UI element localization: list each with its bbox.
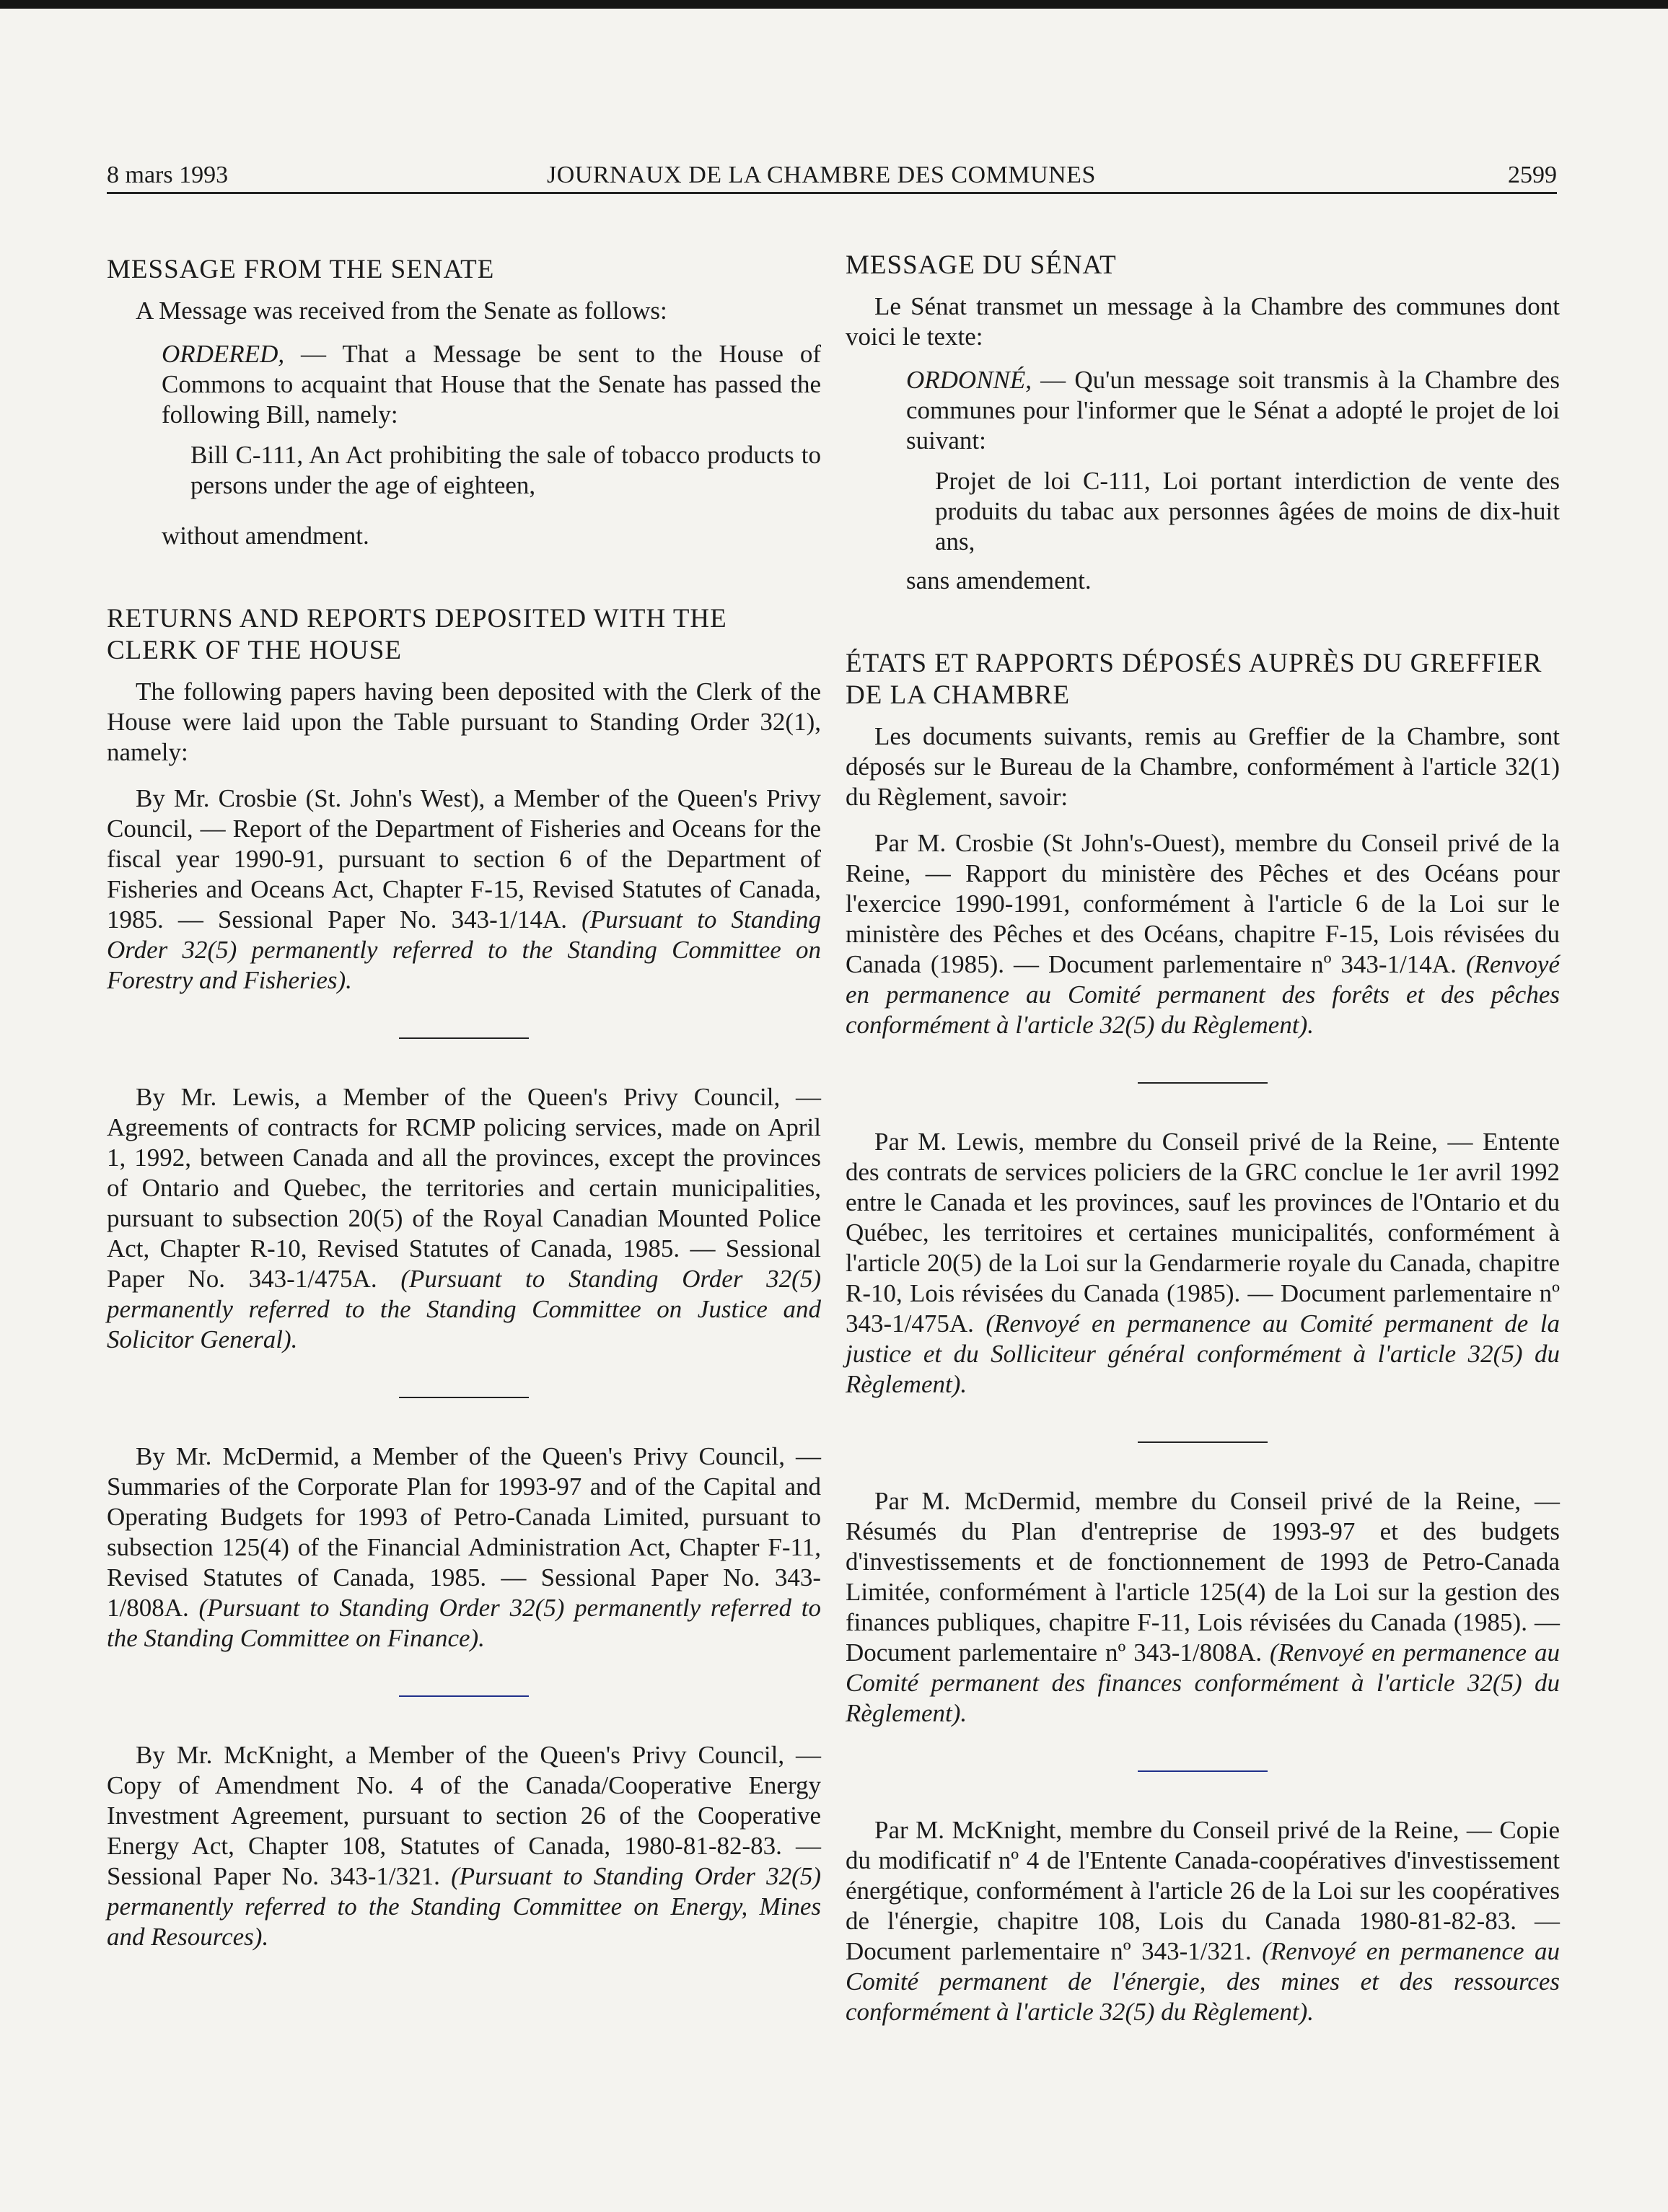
return-item-text: Par M. Lewis, membre du Conseil privé de la Reine, — Entente des contrats de services policiers de la GRC conclue le 1er avril 1992 entre le Canada et les provinces, sauf les provinces de l'Ontario et du Québec, les territoires et certaines municipalités, conformément à l'article 20(5) de la Loi sur la Gendarmerie royale du Canada, chapitre R-10, Lois révisées du Canada (1985). — Document parlementaire nº 343-1/475A. [846,1128,1560,1338]
return-item-referral: (Renvoyé en permanence au Comité permanent des finances conformément à l'article 32(5) du Règlement). [846,1638,1560,1727]
return-item-text: By Mr. McDermid, a Member of the Queen's Privy Council, — Summaries of the Corporate Plan for 1993-97 and of the Capital and Operating Budgets for 1993 of Petro-Canada Limited, pursuant to subsection 125(4) of the Financial Administration Act, Chapter F-11, Revised Statutes of Canada, 1985. — Sessional Paper No. 343-1/808A. [107,1442,821,1622]
senate-message-intro: A Message was received from the Senate as follows: [136,297,667,325]
running-header [107,156,1557,194]
bill-title: Projet de loi C-111, Loi portant interdiction de vente des produits du tabac aux personnes âgées de moins de dix-huit ans, [935,467,1560,556]
senate-closing: without amendment. [162,522,369,550]
returns-intro: The following papers having been deposited with the Clerk of the House were laid upon the Table pursuant to Standing Order 32(1), namely: [107,677,821,766]
return-item-text: By Mr. Crosbie (St. John's West), a Member of the Queen's Privy Council, — Report of the Department of Fisheries and Oceans for the fiscal year 1990-91, pursuant to section 6 of the Department of Fisheries and Oceans Act, Chapter F-15, Revised Statutes of Canada, 1985. — Sessional Paper No. 343-1/14A. [107,784,821,934]
separator-rule [1138,1770,1268,1772]
french-column [846,250,1560,2027]
header-journal-title: JOURNAUX DE LA CHAMBRE DES COMMUNES [547,162,1096,188]
separator-rule [1138,1082,1268,1084]
senate-order [162,339,821,430]
return-item-referral: (Renvoyé en permanence au Comité permanent de la justice et du Solliciteur général conformément à l'article 32(5) du Règlement). [846,1309,1561,1398]
senate-closing: sans amendement. [906,566,1092,594]
english-column [107,254,821,1952]
senate-message-intro: Le Sénat transmet un message à la Chambre des communes dont voici le texte: [846,292,1560,351]
return-item-text: By Mr. McKnight, a Member of the Queen's Privy Council, — Copy of Amendment No. 4 of the Canada/Cooperative Energy Investment Agreement, pursuant to section 26 of the Cooperative Energy Act, Chapter 108, Statutes of Canada, 1980-81-82-83. — Sessional Paper No. 343-1/321. [107,1741,821,1890]
order-label: ORDERED, [162,340,285,368]
scan-top-edge [0,0,1668,9]
senate-message-heading: MESSAGE FROM THE SENATE [107,255,495,284]
separator-rule [399,1695,529,1697]
senate-order [906,365,1560,456]
return-item [846,1127,1560,1400]
return-item-referral: (Renvoyé en permanence au Comité permanent de l'énergie, des mines et des ressources conformément à l'article 32(5) du Règlement). [846,1937,1561,2026]
return-item [846,1486,1560,1729]
return-item-text: Par M. McKnight, membre du Conseil privé de la Reine, — Copie du modificatif nº 4 de l'Entente Canada-coopératives d'investissement énergétique, conformément à l'article 26 de la Loi sur les coopératives de l'énergie, chapitre 108, Lois du Canada 1980-81-82-83. — Document parlementaire nº 343-1/321. [846,1816,1560,1965]
order-label: ORDONNÉ, [906,366,1032,394]
return-item [107,1082,821,1355]
order-text: — Qu'un message soit transmis à la Chambre des communes pour l'informer que le Sénat a adopté le projet de loi suivant: [906,366,1560,455]
returns-intro: Les documents suivants, remis au Greffier de la Chambre, sont déposés sur le Bureau de la Chambre, conformément à l'article 32(1) du Règlement, savoir: [846,722,1560,811]
return-item [846,1815,1560,2027]
header-date: 8 mars 1993 [107,162,229,188]
return-item-text: Par M. Crosbie (St John's-Ouest), membre du Conseil privé de la Reine, — Rapport du ministère des Pêches et des Océans pour l'exercice 1990-1991, conformément à l'article 6 de la Loi sur le ministère des Pêches et des Océans, chapitre F-15, Lois révisées du Canada (1985). — Document parlementaire nº 343-1/14A. [846,829,1560,978]
return-item [107,1740,821,1952]
return-item [846,828,1560,1040]
return-item-referral: (Pursuant to Standing Order 32(5) permanently referred to the Standing Committee on Finance). [107,1594,821,1652]
return-item-referral: (Pursuant to Standing Order 32(5) permanently referred to the Standing Committee on Energy, Mines and Resources). [107,1862,821,1951]
returns-heading: ÉTATS ET RAPPORTS DÉPOSÉS AUPRÈS DU GREFFIER DE LA CHAMBRE [846,649,1542,710]
separator-rule [399,1397,529,1398]
separator-rule [399,1037,529,1039]
return-item [107,1441,821,1654]
header-page-number: 2599 [1508,162,1557,188]
bill-title: Bill C-111, An Act prohibiting the sale of tobacco products to persons under the age of eighteen, [190,441,821,499]
return-item-referral: (Pursuant to Standing Order 32(5) permanently referred to the Standing Committee on Justice and Solicitor General). [107,1265,821,1353]
return-item-referral: (Renvoyé en permanence au Comité permanent des forêts et des pêches conformément à l'article 32(5) du Règlement). [846,950,1560,1039]
return-item [107,784,821,996]
senate-message-heading: MESSAGE DU SÉNAT [846,250,1117,280]
separator-rule [1138,1441,1268,1443]
order-text: — That a Message be sent to the House of Commons to acquaint that House that the Senate has passed the following Bill, namely: [162,340,821,429]
return-item-text: Par M. McDermid, membre du Conseil privé de la Reine, — Résumés du Plan d'entreprise de 1993-97 et des budgets d'investissements et de fonctionnement de 1993 de Petro-Canada Limitée, conformément à l'article 125(4) de la Loi sur la gestion des finances publiques, chapitre F-11, Lois révisées du Canada (1985). — Document parlementaire nº 343-1/808A. [846,1487,1560,1667]
returns-heading: RETURNS AND REPORTS DEPOSITED WITH THE CLERK OF THE HOUSE [107,604,727,665]
return-item-referral: (Pursuant to Standing Order 32(5) permanently referred to the Standing Committee on Forestry and Fisheries). [107,905,821,994]
return-item-text: By Mr. Lewis, a Member of the Queen's Privy Council, — Agreements of contracts for RCMP policing services, made on April 1, 1992, between Canada and all the provinces, except the provinces of Ontario and Quebec, the territories and certain municipalities, pursuant to subsection 20(5) of the Royal Canadian Mounted Police Act, Chapter R-10, Revised Statutes of Canada, 1985. — Sessional Paper No. 343-1/475A. [107,1083,821,1293]
